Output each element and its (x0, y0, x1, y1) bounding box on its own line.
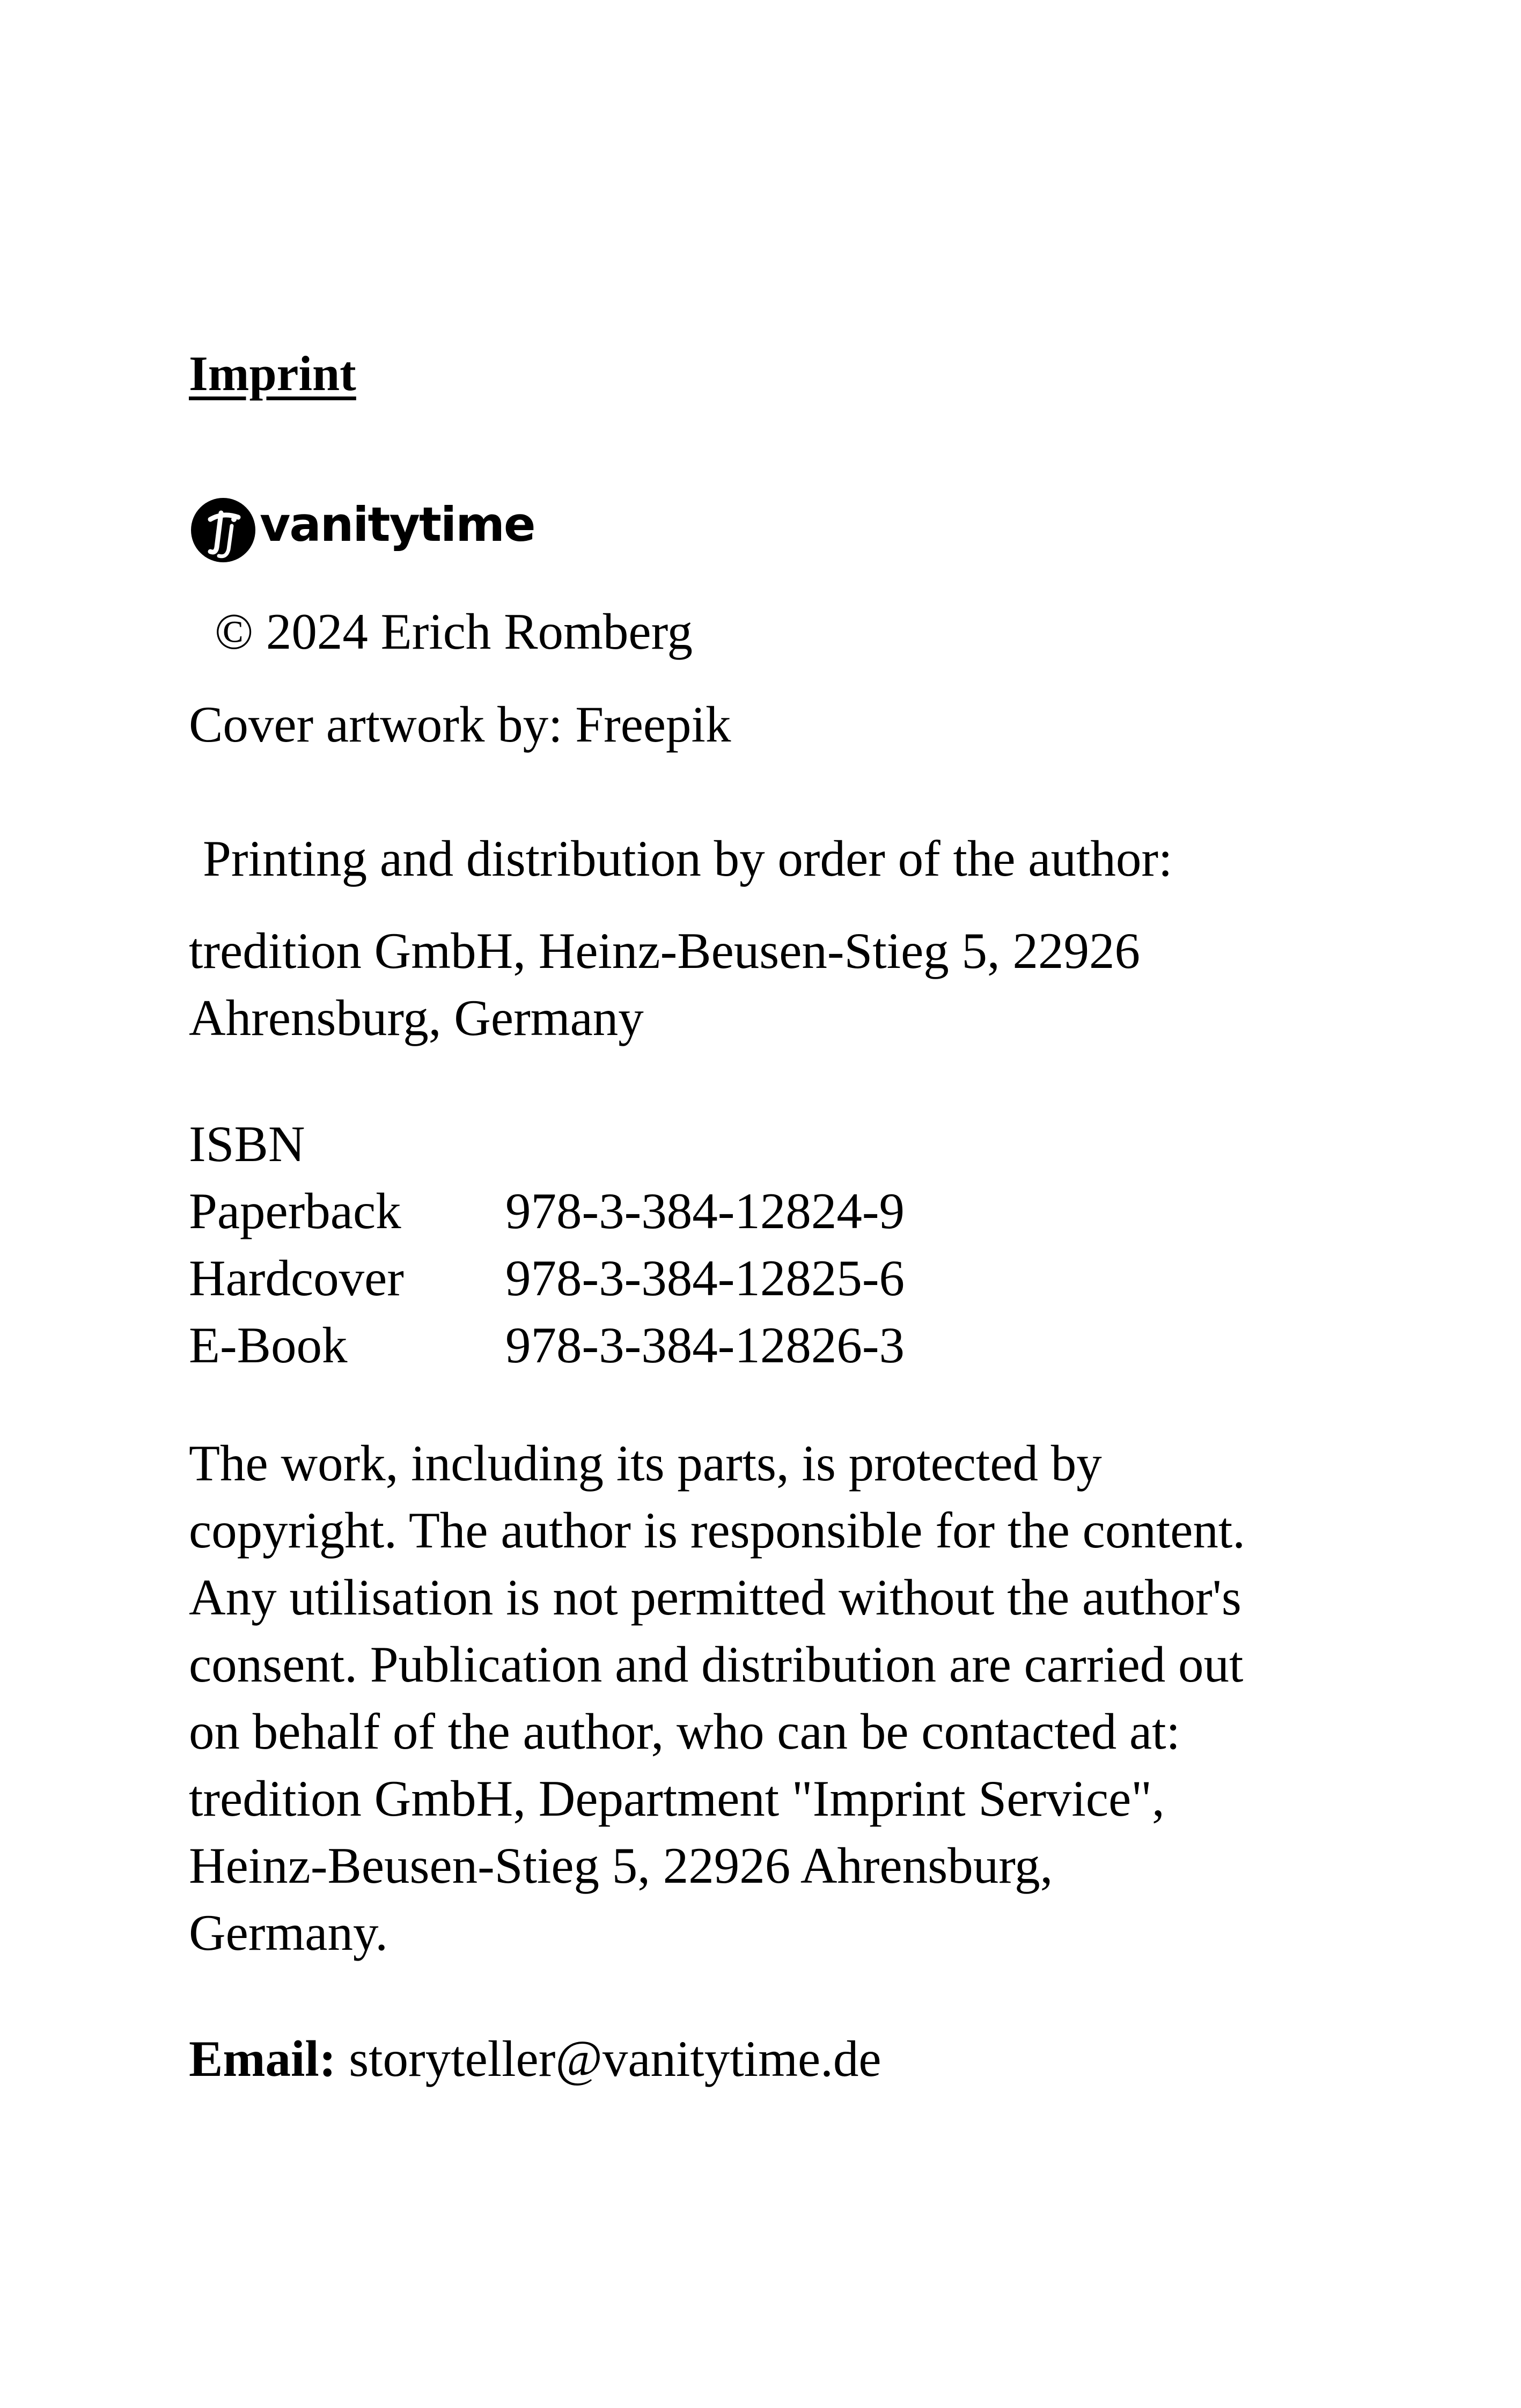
isbn-title-row (189, 1111, 905, 1178)
notice-line: consent. Publication and distribution are carried out (189, 1636, 1244, 1693)
isbn-number: 978-3-384-12826-3 (505, 1317, 905, 1374)
notice-line: Heinz-Beusen-Stieg 5, 22926 Ahrensburg, (189, 1837, 1053, 1894)
printing-label: Printing and distribution by order of the author: (203, 830, 1173, 887)
copyright-notice (189, 1430, 1245, 1966)
isbn-table (189, 1111, 905, 1379)
cover-artwork-credit: Cover artwork by: Freepik (189, 696, 731, 753)
notice-line: The work, including its parts, is protected by (189, 1435, 1102, 1492)
notice-line: Germany. (189, 1904, 388, 1961)
isbn-format: Hardcover (189, 1250, 404, 1306)
vanitytime-logo-icon (189, 496, 258, 564)
logo-wordmark: vanitytime (260, 496, 535, 552)
notice-line: Any utilisation is not permitted without the author's (189, 1569, 1241, 1626)
address-line: tredition GmbH, Heinz-Beusen-Stieg 5, 22926 (189, 922, 1141, 979)
notice-line: copyright. The author is responsible for the content. (189, 1502, 1246, 1559)
isbn-number: 978-3-384-12824-9 (505, 1183, 905, 1239)
isbn-row (189, 1312, 905, 1379)
isbn-format: Paperback (189, 1183, 401, 1239)
isbn-number: 978-3-384-12825-6 (505, 1250, 905, 1306)
copyright-line: © 2024 Erich Romberg (215, 603, 693, 660)
publisher-logo (189, 494, 535, 566)
address-line: Ahrensburg, Germany (189, 989, 644, 1046)
notice-line: tredition GmbH, Department "Imprint Service", (189, 1770, 1165, 1827)
notice-line: on behalf of the author, who can be contacted at: (189, 1703, 1180, 1760)
printer-address (189, 917, 1140, 1052)
email-line (189, 2030, 881, 2087)
isbn-row (189, 1178, 905, 1245)
isbn-format: E-Book (189, 1317, 348, 1374)
email-address[interactable]: storyteller@vanitytime.de (349, 2030, 881, 2087)
isbn-title: ISBN (189, 1115, 305, 1172)
page-title: Imprint (189, 346, 356, 401)
email-label: Email: (189, 2030, 336, 2087)
isbn-row (189, 1245, 905, 1312)
